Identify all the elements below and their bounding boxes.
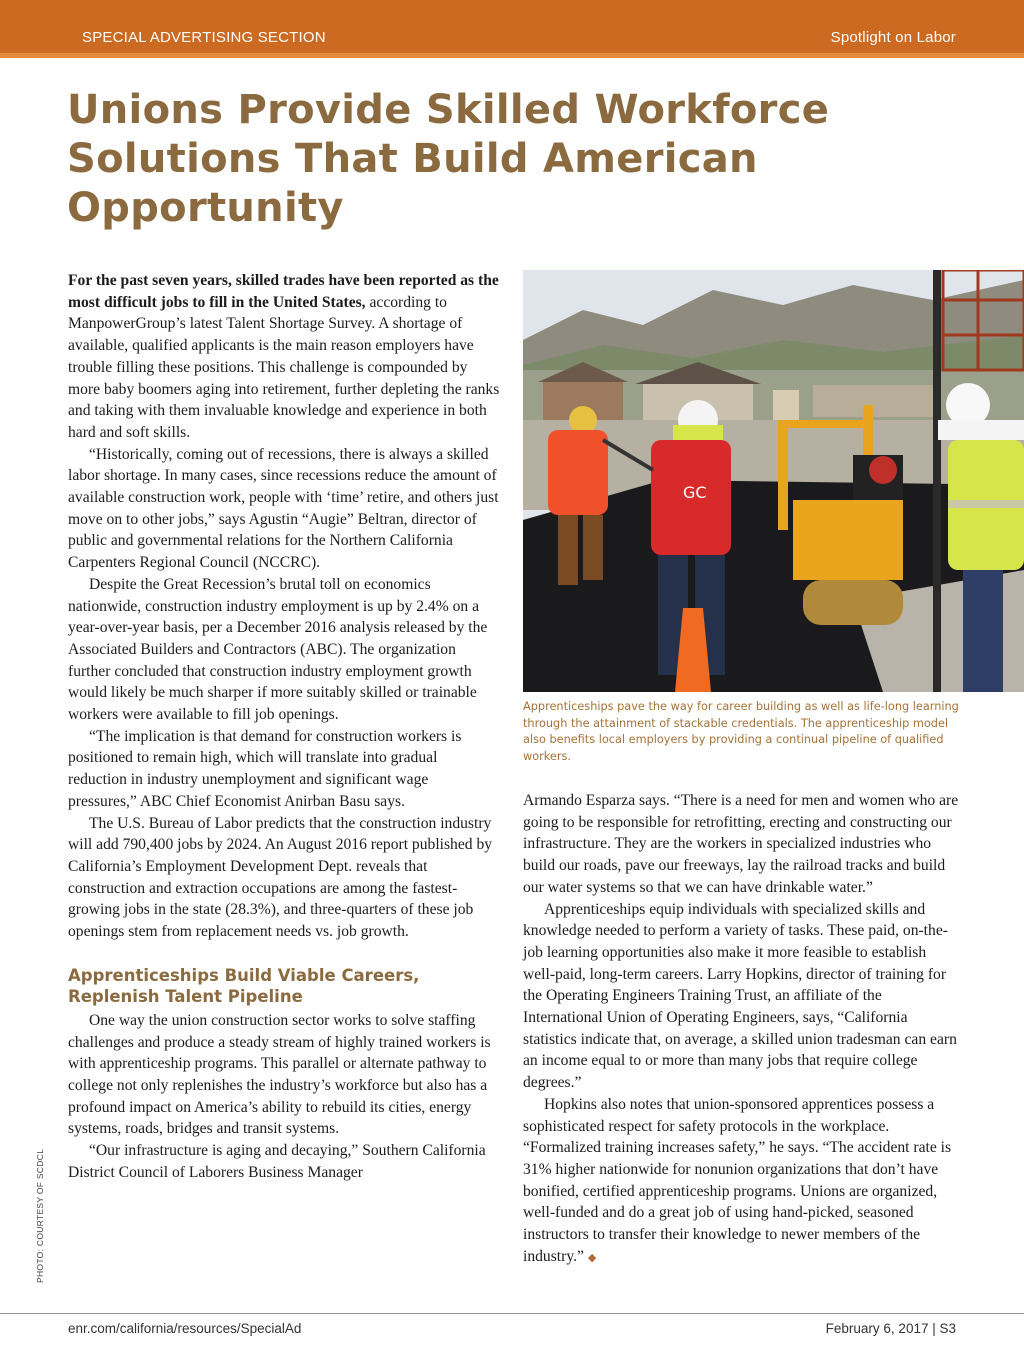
- photo-credit: PHOTO: COURTESY OF SCDCL: [35, 1148, 45, 1283]
- helmet-logo-text: GC: [683, 483, 707, 502]
- paragraph: “Our infrastructure is aging and decaying,” Southern California District Council of Laborers Business Manager: [68, 1142, 486, 1181]
- paragraph: “Historically, coming out of recessions, there is always a skilled labor shortage. In many cases, since recessions reduce the amount of available construction work, people with ‘time’ retire, and others just move on to other jobs,” says Agustin “Augie” Beltran, director of public and governmental relations for the Northern California Carpenters Regional Council (NCCRC).: [68, 445, 499, 572]
- section-label: SPECIAL ADVERTISING SECTION: [82, 29, 326, 46]
- lead-bold-text: For the past seven years, skilled trades have been reported as the most difficult jobs to fill in the United States,: [68, 272, 499, 311]
- header-bar: [0, 0, 1024, 58]
- footer-url: enr.com/california/resources/SpecialAd: [68, 1321, 302, 1336]
- paragraph: One way the union construction sector works to solve staffing challenges and produce a steady stream of highly trained workers is with apprenticeship programs. This parallel or alternate pathway to college not only replenishes the industry’s workforce but also has a profound impact on America’s ability to rebuild its cities, energy systems, roads, bridges and transit systems.: [68, 1011, 491, 1138]
- section-subhead: Apprenticeships Build Viable Careers, Replenish Talent Pipeline: [68, 965, 420, 1006]
- footer-date-page: February 6, 2017 | S3: [825, 1321, 956, 1336]
- paragraph-text: Hopkins also notes that union-sponsored apprentices possess a sophisticated respect for safety protocols in the workplace. “Formalized training increases safety,” he says. “The accident rate is 31% higher nationwide for nonunion organizations that don’t have bonified, certified apprenticeship programs. Unions are organized, well-funded and do a great job of using hand-picked, seasoned instructors to transfer their knowledge to newer members of the industry.”: [523, 1095, 952, 1265]
- construction-photo: [523, 270, 1024, 692]
- spotlight-label: Spotlight on Labor: [830, 29, 956, 46]
- paragraph: Apprenticeships equip individuals with specialized skills and knowledge needed to perform a variety of tasks. These paid, on-the-job learning opportunities also make it more feasible to establish well-paid, long-term careers. Larry Hopkins, director of training for the Operating Engineers Training Trust, an affiliate of the International Union of Operating Engineers, says, “California statistics indicate that, on average, a skilled union tradesman can earn an income equal to or more than many jobs that require college degrees.”: [523, 900, 957, 1092]
- paragraph: The U.S. Bureau of Labor predicts that the construction industry will add 790,400 jobs by 2024. An August 2016 report published by California’s Employment Development Dept. reveals that construction and extraction occupations are among the fastest-growing jobs in the state (28.3%), and three-quarters of these job openings stem from replacement needs vs. job growth.: [68, 814, 493, 941]
- lead-paragraph: [68, 270, 500, 444]
- paragraph: [523, 1094, 959, 1270]
- photo-illustration: [523, 270, 1024, 692]
- lead-text: according to ManpowerGroup’s latest Talent Shortage Survey. A shortage of available, qualified applicants is the main reason employers have trouble filling these positions. This challenge is compounded by more baby boomers aging into retirement, further depleting the ranks and taking with them invaluable knowledge and experience in both hard and soft skills.: [68, 293, 500, 441]
- footer-divider: [0, 1313, 1024, 1314]
- photo-caption: Apprenticeships pave the way for career building as well as life-long learning through the attainment of stackable credentials. The apprenticeship model also benefits local employers by providing a continual pipeline of qualified workers.: [523, 700, 959, 763]
- paragraph: “The implication is that demand for construction workers is positioned to remain high, which will translate into gradual reduction in industry unemployment and significant wage pressures,” ABC Chief Economist Anirban Basu says.: [68, 727, 462, 810]
- paragraph: Despite the Great Recession’s brutal toll on economics nationwide, construction industry employment is up by 2.4% on a year-over-year basis, per a December 2016 analysis released by the Associated Builders and Contractors (ABC). The organization further concluded that construction industry employment growth would likely be much sharper if more suitably skilled or trainable workers were available to fill job openings.: [68, 575, 488, 724]
- article-title: Unions Provide Skilled Workforce Solutions That Build American Opportunity: [67, 87, 830, 231]
- end-mark-icon: ◆: [587, 1251, 597, 1264]
- left-column: [68, 270, 500, 1183]
- right-column: [523, 790, 959, 1269]
- paragraph: Armando Esparza says. “There is a need for men and women who are going to be responsible for retrofitting, erecting and constructing our infrastructure. They are the workers in specialized industries who build our roads, pave our freeways, lay the railroad tracks and build our water systems so that we can have drinkable water.”: [523, 792, 959, 896]
